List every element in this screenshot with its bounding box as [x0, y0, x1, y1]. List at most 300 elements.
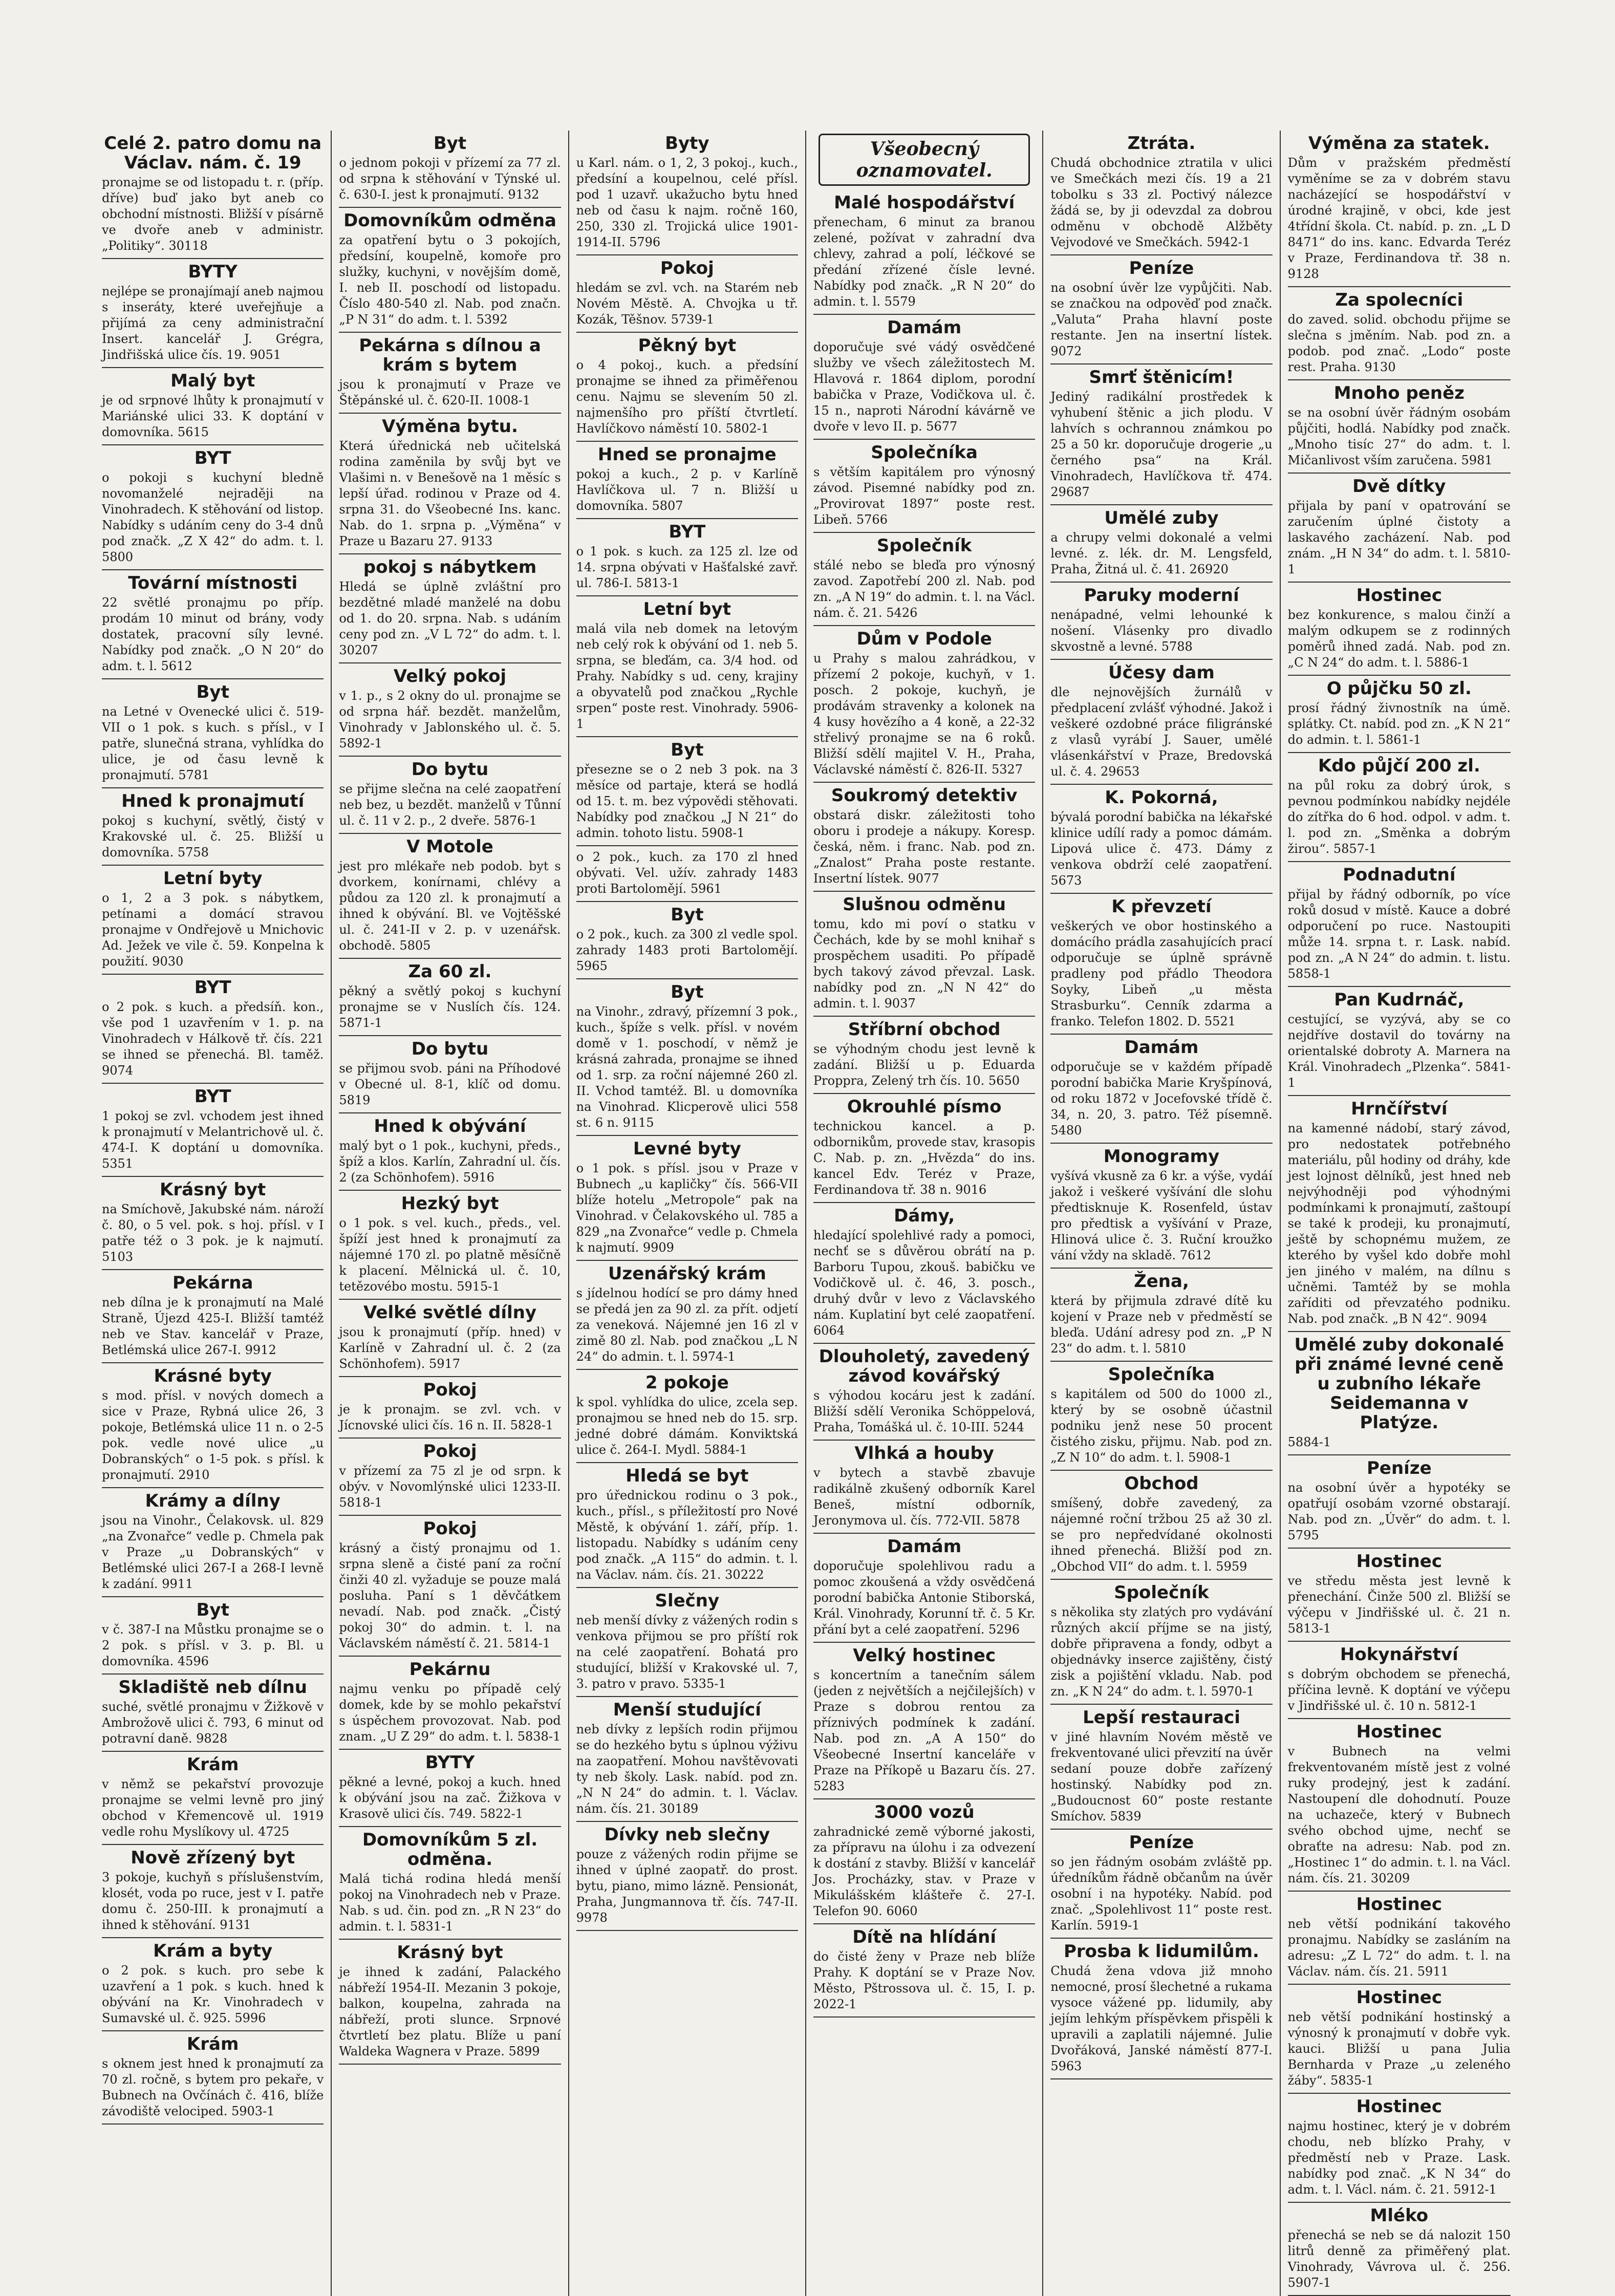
ad-heading: Byt	[671, 740, 704, 760]
ad-heading: Letní byt	[643, 599, 731, 619]
ad-heading: Dítě na hlídání	[852, 1927, 996, 1947]
ad-text: se přijmou svob. páni na Příhodové v Obecné ul. 8-1, klíč od domu. 5819	[339, 1061, 561, 1107]
ad-heading: Krám	[186, 2034, 239, 2054]
ad-text: doporučuje spolehlivou radu a pomoc zkoušená a vždy osvědčená porodní babička Antonie Stiborská, Král. Vinohrady, Korunní tř. č. 5 Kr. přání byt a celé zaopatření. 5296	[813, 1559, 1036, 1637]
column-5	[1043, 131, 1280, 2296]
classified-ad	[813, 1534, 1035, 1643]
ad-text: o 1, 2 a 3 pok. s nábytkem, petínami a domácí stravou pronajme v Ondřejově u Mnichovic Ad. Ježek ve vile č. 59. Konpelna k použití. 9030	[102, 891, 324, 969]
ad-text: dle nejnovějších žurnálů v předplacení zvlášť výhodné. Jakož i veškeré ozdobné práce filigránské z vlasů vyrábí J. Sauer, umělé vlásenkářství v Praze, Bredovská ul. č. 4. 29653	[1050, 685, 1273, 779]
ad-text: ve středu města jest levně k přenechání. Činže 500 zl. Bližší se výčepu v Jindřišské ul. č. 21 n. 5813-1	[1287, 1574, 1511, 1636]
classified-ad	[1050, 255, 1272, 364]
ad-heading: Hostinec	[1356, 585, 1442, 606]
ad-text: bez konkurence, s malou činží a malým odkupem se z rodinných poměrů ihned zadá. Nab. pod zn. „C N 24“ do adm. t. l. 5886-1	[1287, 608, 1511, 670]
ad-text: která by přijmula zdravé dítě ku kojení v Praze neb v předměstí se bleďa. Udání adresy pod zn. „P N 23“ do adm. t. l. 5810	[1050, 1294, 1273, 1356]
classified-ad	[1050, 131, 1272, 255]
ad-heading: BYT	[669, 522, 706, 542]
classified-ad	[576, 333, 798, 442]
ad-heading: Hned k obývání	[374, 1116, 526, 1136]
classified-ad	[1050, 1939, 1272, 2079]
classified-ad	[102, 445, 324, 570]
ad-text: s výhodou kocáru jest k zadání. Bližší sdělí Veronika Schöppelová, Praha, Tomášká ul. č. 10-III. 5244	[813, 1388, 1036, 1434]
classified-ad	[1288, 380, 1511, 474]
classified-ad	[102, 570, 324, 679]
ad-heading: Prosba k lidumilům.	[1063, 1941, 1259, 1962]
ad-text: a chrupy velmi dokonalé a velmi levné. z. lék. dr. M. Lengsfeld, Praha, Žitná ul. č. 41. 26920	[1050, 530, 1273, 576]
ad-text: suché, světlé pronajmu v Žižkově v Ambrožově ulici č. 793, 6 minut od potravní daně. 9828	[102, 1700, 324, 1746]
ad-heading: Hledá se byt	[626, 1466, 749, 1486]
ad-text: Hledá se úplně zvláštní pro bezdětné mladé manželé na dobu od 1. do 20. srpna. Nab. s udáním ceny pod zn. „V L 72“ do adm. t. l. 30207	[339, 580, 561, 657]
classified-ad	[576, 1697, 798, 1822]
ad-heading: Pekárnu	[409, 1659, 491, 1680]
ad-text: o 1 pok. s vel. kuch., předs., vel. špíží jest hned k pronajmutí za nájemné 170 zl. po platně měsíčně k placení. Mělnická ul. č. 10, tetězovébo mostu. 5915-1	[339, 1216, 561, 1294]
ad-text: o 2 pok. s kuch. a předsíň. kon., vše pod 1 uzavřením v 1. p. na Vinohradech v Hálkově tř. čís. 221 se ihned se přenechá. Bl. taměž. 9074	[102, 1000, 324, 1078]
classified-ad	[576, 255, 798, 333]
classified-ad	[102, 1597, 324, 1675]
ad-heading: Hrnčířství	[1351, 1099, 1448, 1119]
classified-ad	[1050, 1705, 1272, 1830]
ad-heading: Velký hostinec	[853, 1645, 996, 1666]
ad-heading: Pokoj	[423, 1441, 477, 1462]
classified-ad	[1050, 1035, 1272, 1144]
ad-text: Chudá obchodnice ztratila v ulici ve Smečkách mezi čís. 19 a 21 tobolku s 33 zl. Poctivý nálezce žádá se, by ji odevzdal za dobrou odměnu v obchodě Alžběty Vejvodové ve Smečkách. 5942-1	[1050, 156, 1273, 249]
ad-text: so jen řádným osobám zvláště pp. úředníkům řádně občanům na úvěr osobní i na hypotéky. Nabíd. pod znač. „Spolehlivost 11“ poste rest. Karlín. 5919-1	[1050, 1855, 1273, 1933]
column-3	[569, 131, 806, 2296]
classified-ad	[1050, 1362, 1272, 1471]
classified-ad	[813, 1799, 1035, 1924]
classified-ad	[102, 1488, 324, 1597]
ad-text: prosí řádný živnostník na úmě. splátky. Ct. nabíd. pod zn. „K N 21“ do admin. t. l. 5861-1	[1287, 701, 1511, 747]
ad-text: přenecham, 6 minut za branou zelené, požívat v zahradní dva chlevy, zahrad a polí, léčkové se předání zřízené čísle levné. Nabídky pod značk. „R N 20“ do admin. t. l. 5579	[813, 215, 1036, 309]
classified-ad	[1288, 987, 1511, 1096]
classified-ad	[102, 1675, 324, 1752]
ad-text: neb dílna je k pronajmutí na Malé Straně, Újezd 425-I. Bližší tamtéž neb ve Stav. kancelář v Praze, Betlémská ulice 267-I. 9912	[102, 1295, 324, 1357]
ad-heading: BYT	[194, 448, 231, 468]
classified-ad	[1050, 660, 1272, 785]
ad-text: najmu hostinec, který je v dobrém chodu, neb blízko Prahy, v předměstí neb v Praze. Lask. nabídky pod znač. „K N 34“ do adm. t. l. Václ. nám. č. 21. 5912-1	[1287, 2119, 1511, 2197]
ad-heading: Mnoho peněz	[1333, 383, 1465, 403]
ad-heading: Pekárna s dílnou a krám s bytem	[359, 335, 541, 375]
ad-text: přijala by paní v opatrování se zaručením úplné čistoty a laskavého zacházení. Nab. pod znám. „H N 34“ do adm. t. l. 5810-1	[1287, 499, 1511, 576]
section-title-line: oznamovatel.	[856, 160, 993, 181]
classified-ad	[339, 1113, 561, 1191]
ad-text: najmu venku po případě celý domek, kde by se mohlo pekařství s úspěchem provozovat. Nab. pod znam. „U Z 29“ do adm. t. l. 5838-1	[339, 1682, 561, 1744]
ad-heading: Byt	[196, 682, 229, 702]
ad-heading: Společník	[1114, 1582, 1209, 1603]
ad-text: nejlépe se pronajímají aneb najmou s inseráty, které uveřejňuje a přijímá za ceny administrační Insert. kancelář J. Grégra, Jindřišská ulice čís. 19. 9051	[102, 284, 324, 362]
ad-text: je ihned k zadání, Palackého nábřeží 1954-II. Mezanin 3 pokoje, balkon, koupelna, zahrada na nábřeží, proti slunce. Srpnové čtvrtletí bez platu. Blíže u paní Waldeka Wagnera v Praze. 5899	[339, 1965, 561, 2058]
classified-ad	[102, 259, 324, 368]
column-2	[332, 131, 569, 2296]
classified-ad	[339, 1191, 561, 1300]
classified-ad	[339, 834, 561, 959]
ad-text: nenápadné, velmi lehounké k nošení. Vlásenky pro divadlo skvostně a levné. 5788	[1050, 608, 1273, 654]
ad-text: o pokoji s kuchyní bledně novomanželé nejraději na Vinohradech. K stěhování od listop. Nabídky s udáním ceny do 3-4 dnů pod značk. „Z X 42“ do adm. t. l. 5800	[102, 470, 324, 564]
ad-heading: Stříbrní obchod	[848, 1019, 1001, 1040]
ad-text: hledající spolehlivé rady a pomoci, nechť se s důvěrou obrátí na p. Barboru Tupou, zkouš. babičku ve Vodičkově ul. č. 46, 3. posch., druhý dvůr v levo z Václavského nám. Kuplatiní byt celé zaopatření. 6064	[813, 1228, 1036, 1338]
classified-ad	[102, 1938, 324, 2031]
ad-text: doporučuje své vádý osvědčené služby ve všech záležitostech M. Hlavová r. 1864 diplom, porodní babička v Praze, Vodičkova ul. č. 15 n., naproti Národní kávárně ve dvoře v levo II. p. 5677	[813, 340, 1036, 434]
ad-text: v č. 387-I na Můstku pronajme se o 2 pok. s přísl. v 3. p. Bl. u domovníka. 4596	[102, 1622, 324, 1668]
classified-ad	[102, 975, 324, 1084]
classified-ad	[1050, 583, 1272, 660]
classified-ad	[339, 1940, 561, 2065]
classified-ad	[339, 131, 561, 208]
classified-ad	[576, 902, 798, 979]
ad-text: hledám se zvl. vch. na Starém neb Novém Městě. A. Chvojka u tř. Kozák, Těšnov. 5739-1	[576, 281, 798, 327]
classified-ad	[102, 1084, 324, 1177]
ad-text: jsou na Vinohr., Čelakovsk. ul. 829 „na Zvonařce“ vedle p. Chmela pak v Praze „u Dobranských“ v Betlémské ulici 267-I a 268-I levně k zadání. 9911	[102, 1513, 324, 1591]
classified-ad	[102, 679, 324, 788]
ad-heading: Krásné byty	[154, 1366, 272, 1386]
ad-heading: Do bytu	[411, 1039, 489, 1059]
ad-text: na půl roku za dobrý úrok, s pevnou podmínkou nabídky nejdéle do zítřka do 6 hod. odpol. v adm. t. l. pod zn. „Směnka a dobrým žirou“. 5857-1	[1287, 778, 1511, 856]
ad-text: neb větší podnikání hostinský a výnosný k pronajmutí v dobře vyk. kauci. Bližší u pana Julia Bernharda v Praze „u zeleného žáby“. 5835-1	[1287, 2010, 1511, 2088]
ad-heading: Velké světlé dílny	[363, 1302, 537, 1323]
ad-heading: Pokoj	[423, 1518, 477, 1539]
ad-heading: Peníze	[1366, 1458, 1432, 1478]
ad-text: pěkný a světlý pokoj s kuchyní pronajme se v Nuslích čís. 124. 5871-1	[339, 984, 561, 1030]
ad-heading: Hostinec	[1356, 1551, 1442, 1572]
classified-ad	[1288, 1719, 1511, 1892]
ad-heading: Mléko	[1370, 2205, 1429, 2226]
ad-text: pokoj a kuch., 2 p. v Karlíně Havlíčkova ul. 7 n. Bližší u domovníka. 5807	[576, 467, 798, 513]
ad-heading: Hostinec	[1356, 2096, 1442, 2117]
classified-ad	[339, 1439, 561, 1516]
ad-heading: Pokoj	[423, 1380, 477, 1400]
classified-ad	[102, 368, 324, 445]
ad-heading: Dvě dítky	[1352, 476, 1446, 497]
ad-heading: Peníze	[1129, 1832, 1194, 1853]
ad-heading: pokoj s nábytkem	[363, 557, 537, 577]
ad-heading: Hostinec	[1356, 1722, 1442, 1742]
ad-text: 1 pokoj se zvl. vchodem jest ihned k pronajmutí v Melantrichově ul. č. 474-I. K doptání u domovníka. 5351	[102, 1109, 324, 1171]
ad-text: pronajme se od listopadu t. r. (příp. dříve) buď jako byt aneb co obchodní místnosti. Bližší v písárně ve dvoře aneb v administr. „Politiky“. 30118	[102, 175, 324, 253]
ad-text: o 1 pok. s přísl. jsou v Praze v Bubnech „u kapličky“ čís. 566-VII blíže hotelu „Metropole“ pak na Vinohrad. v Čelakovského ul. 785 a 829 „na Zvonařce“ vedle p. Chmela k najmutí. 9909	[576, 1161, 798, 1255]
classified-ad	[339, 959, 561, 1036]
classified-ad	[576, 1136, 798, 1261]
classified-ad	[102, 1177, 324, 1270]
ad-text: na osobní úvěr lze vypůjčiti. Nab. se značkou na odpověď pod značk. „Valuta“ Praha hlavní poste restante. Jen na insertní lístek. 9072	[1050, 281, 1273, 358]
ad-text: s oknem jest hned k pronajmutí za 70 zl. ročně, s bytem pro pekaře, v Bubnech na Ovčínách č. 416, blíže závodiště velociped. 5903-1	[102, 2056, 324, 2118]
classified-ad	[1288, 131, 1511, 287]
ad-text: u Karl. nám. o 1, 2, 3 pokoj., kuch., předsíní a koupelnou, celé přísl. pod 1 uzavř. ukažucho bytu hned neb od času k najm. ročně 160, 250, 330 zl. Trojická ulice 1901-1914-II. 5796	[576, 156, 798, 249]
ad-heading: Krásný byt	[397, 1942, 503, 1963]
ad-heading: Malý byt	[170, 371, 255, 391]
classified-ad	[813, 1441, 1035, 1534]
ad-heading: Umělé zuby	[1104, 508, 1219, 528]
classified-ad	[1050, 1830, 1272, 1939]
ad-heading: Hned k pronajmutí	[121, 791, 305, 811]
ad-heading: Byt	[671, 905, 704, 925]
classified-ad	[1050, 1580, 1272, 1705]
ad-text: jest pro mlékaře neb podob. byt s dvorkem, konírnami, chlévy a půdou za 120 zl. k pronajmutí a ihned k obývání. Bl. ve Vojtěšské ul. č. 241-II v 2. p. v uzenářsk. obchodě. 5805	[339, 859, 561, 953]
ad-text: se na osobní úvěr řádným osobám půjčiti, hodlá. Nabídky pod značk. „Mnoho tisíc 27“ do adm. t. l. Mičanlivost vším zaručena. 5981	[1287, 405, 1511, 467]
classified-ad	[1050, 1471, 1272, 1580]
ad-heading: Nově zřízený byt	[131, 1848, 295, 1868]
ad-text: pěkné a levné, pokoj a kuch. hned k obývání jsou na zač. Žižkova v Krasově ulici čís. 749. 5822-1	[339, 1775, 561, 1821]
classified-ad	[576, 519, 798, 596]
classified-ad	[576, 1370, 798, 1463]
ad-text: neb menší dívky z vážených rodin s venkova přijmou se pro příští rok na celé zaopatření. Bohatá pro studující, bližší v Krakovské ul. 7, 3. patro v pravo. 5335-1	[576, 1613, 798, 1691]
ad-heading: Společníka	[1108, 1364, 1215, 1385]
ad-heading: Společníka	[871, 442, 978, 463]
ad-text: vyšívá vkusně za 6 kr. a výše, vydáí jakož i veškeré vyšívání dle slohu předtisknuje K. Rosenfeld, ústav pro předtisk a vyšívání v Praze, Hlinová ulice č. 3. Ruční kroužko vání vždy na skladě. 7612	[1050, 1169, 1273, 1262]
classified-ad	[813, 783, 1035, 892]
ad-heading: Byt	[433, 133, 467, 154]
classified-ad	[339, 208, 561, 333]
classified-ad	[1288, 676, 1511, 753]
ad-heading: Za 60 zl.	[408, 961, 492, 982]
ad-text: 3 pokoje, kuchyň s příslušenstvím, klosét, voda po ruce, jest v I. patře domu č. 250-III. k pronajmutí a ihned k stěhování. 9131	[102, 1870, 324, 1932]
ad-heading: BYT	[194, 1086, 231, 1107]
ad-heading: Hned se pronajme	[597, 444, 777, 465]
ad-heading: Dům v Podole	[856, 629, 992, 649]
ad-text: o 1 pok. s kuch. za 125 zl. lze od 14. srpna obývati v Hašťalské zavř. ul. 786-I. 5813-1	[576, 544, 798, 590]
ad-text: se výhodným chodu jest levně k zadání. Bližší u p. Eduarda Proppra, Zelený trh čís. 10. 5650	[813, 1042, 1036, 1088]
classified-ad	[1288, 1549, 1511, 1642]
ad-heading: Dívky neb slečny	[604, 1825, 770, 1845]
ad-text: o 2 pok., kuch. za 300 zl vedle spol. zahrady 1483 proti Bartolomějí. 5965	[576, 927, 798, 973]
ad-text: o 2 pok., kuch. za 170 zl hned obývati. Vel. užív. zahrady 1483 proti Bartolomějí. 5961	[576, 850, 798, 896]
classified-ad	[1050, 785, 1272, 894]
ad-heading: Pekárna	[172, 1273, 253, 1293]
ad-heading: Damám	[887, 317, 962, 338]
ad-heading: Malé hospodářství	[834, 192, 1015, 213]
classified-ad	[1288, 1985, 1511, 2094]
ad-heading: Krám a byty	[153, 1941, 273, 1961]
ad-heading: Účesy dam	[1108, 662, 1215, 683]
ad-heading: Letní byty	[163, 868, 263, 889]
classified-ad	[102, 1270, 324, 1363]
ad-text: obstará diskr. záležitosti toho oboru i prodeje a nákupy. Koresp. česká, něm. i franc. Nab. pod zn. „Znalost“ Praha poste restante. Insertní lístek. 9077	[813, 808, 1036, 886]
ad-heading: Dlouholetý, zavedený závod kovářský	[819, 1346, 1030, 1386]
ad-heading: Ztráta.	[1127, 133, 1196, 154]
ad-text: v 1. p., s 2 okny do ul. pronajme se od srpna hář. bezdět. manželům, Vinohrady v Jablonského ul. č. 5. 5892-1	[339, 689, 561, 750]
classified-ad	[1288, 474, 1511, 583]
ad-text: stálé nebo se bleďa pro výnosný zavod. Zapotřebí 200 zl. Nab. pod zn. „A N 19“ do admin. t. l. na Václ. nám. č. 21. 5426	[813, 558, 1036, 620]
ad-text: do zaved. solid. obchodu přijme se slečna s jměním. Nab. pod zn. a podob. pod znač. „Lodo“ poste rest. Praha. 9130	[1287, 312, 1511, 374]
ad-text: cestující, se vyzývá, aby se co nejdříve dostavil do továrny na orientalské dobroty A. Marnera na Král. Vinohradech „Plzenka“. 5841-1	[1287, 1012, 1511, 1090]
classified-ad	[576, 737, 798, 846]
classified-ad	[1050, 1144, 1272, 1269]
classified-ad	[813, 315, 1035, 440]
ad-text: malý byt o 1 pok., kuchyni, předs., špíž a klos. Karlín, Zahradní ul. čís. 2 (za Schönhofem). 5916	[339, 1139, 561, 1185]
ad-heading: Slečny	[655, 1591, 720, 1611]
classified-ad	[576, 979, 798, 1136]
ad-heading: Velký pokoj	[393, 666, 507, 686]
classified-ad	[1288, 862, 1511, 987]
classified-ad	[576, 596, 798, 737]
ad-heading: Lepší restauraci	[1083, 1707, 1240, 1728]
ad-text: o jednom pokoji v přízemí za 77 zl. od srpna k stěhování v Týnské ul. č. 630-I. jest k pronajmutí. 9132	[339, 156, 561, 202]
classified-ad	[102, 1752, 324, 1845]
ad-heading: 2 pokoje	[645, 1372, 729, 1393]
ad-text: o 4 pokoj., kuch. a předsíní pronajme se ihned za přiměřenou cenu. Najmu se slevením 50 zl. najmenšího pro příští čtvrtletí. Havlíčkovo náměstí 10. 5802-1	[576, 358, 798, 436]
ad-heading: 3000 vozů	[874, 1802, 975, 1822]
classified-ad	[1288, 1892, 1511, 1985]
classified-ad	[813, 1203, 1035, 1344]
column-1	[95, 131, 332, 2296]
classified-ad	[102, 1363, 324, 1488]
ad-text: odporučuje se v každém případě porodní babička Marie Kryšpínová, od roku 1872 v Jocefovské třídě č. 34, n. 20, 3. patro. Též písemně. 5480	[1050, 1060, 1273, 1138]
ad-heading: Hostinec	[1356, 1987, 1442, 2008]
classified-ad	[813, 1017, 1035, 1094]
classified-ad	[339, 333, 561, 414]
ad-text: pouze z vážených rodin přijme se ihned v úplné zaopatř. do prost. bytu, piano, mimo lázně. Pensionát, Praha, Jungmannova tř. čís. 747-II. 9978	[576, 1847, 798, 1925]
ad-text: Jediný radikální prostředek k vyhubení štěnic a jich plodu. V lahvích s ochrannou známkou po 25 a 50 kr. doporučuje drogerie „u černého psa“ na Král. Vinohradech, Havlíčkova tř. 474. 29687	[1050, 390, 1273, 499]
ad-heading: Skladiště neb dílnu	[118, 1677, 307, 1698]
ad-text: v jiné hlavním Novém městě ve frekventované ulici převzití na úvěr sedaní pouze dobře zařízený hostinský. Nabídky pod zn. „Budoucnost 60“ poste restante Smíchov. 5839	[1050, 1730, 1273, 1823]
ad-heading: Krámy a dílny	[145, 1491, 281, 1511]
classified-ad	[1288, 583, 1511, 676]
ad-text: je od srpnové lhůty k pronajmutí v Mariánské ulici 33. K doptání v domovníka. 5615	[102, 393, 324, 439]
classified-ad	[339, 414, 561, 554]
newspaper-page	[95, 131, 1518, 2290]
ad-text: na osobní úvěr a hypotéky se opatřují osobám vzorné obstarají. Nab. pod zn. „Úvěr“ do adm. t. l. 5795	[1287, 1480, 1511, 1542]
classified-ad	[1050, 505, 1272, 583]
classified-ad	[1288, 1096, 1511, 1332]
ad-text: smíšený, dobře zavedený, za nájemné roční tržbou 25 až 30 zl. se pro nepředvídané okolnosti ihned přenechá. Bližší pod zn. „Obchod VII“ do adm. t. l. 5959	[1050, 1496, 1273, 1574]
classified-ad	[339, 1657, 561, 1750]
ad-heading: Monogramy	[1103, 1146, 1220, 1167]
ad-heading: Krám	[186, 1754, 239, 1775]
classified-ad	[813, 626, 1035, 783]
ad-heading: Žena,	[1134, 1271, 1189, 1292]
ad-heading: Okrouhlé písmo	[847, 1097, 1002, 1117]
ad-text: Dům v pražském předměstí vyměníme se za v dobrém stavu nacházející se hospodářství v úrodné krajině, v obci, kde jest 4třídní škola. Ct. nabíd. p. zn. „L D 8471“ do ins. kanc. Edvarda Teréz v Praze, Ferdinandova tř. 38 n. 9128	[1287, 156, 1511, 281]
ad-heading: Domovníkům odměna	[343, 210, 556, 231]
classified-ad	[339, 1300, 561, 1377]
ad-heading: Do bytu	[411, 759, 489, 780]
ad-heading: Paruky moderní	[1084, 585, 1239, 606]
classified-ad	[813, 1924, 1035, 2018]
ad-heading: Byty	[665, 133, 709, 154]
ad-text: je k pronajm. se zvl. vch. v Jícnovské ulici čís. 16 n. II. 5828-1	[339, 1402, 561, 1432]
ad-heading: Hostinec	[1356, 1894, 1442, 1915]
ad-text: na Vinohr., zdravý, přízemní 3 pok., kuch., špíže s velk. přísl. v novém domě v 1. poschodí, v němž je krásná zahrada, pronajme se ihned od 1. srp. za roční nájemné 260 zl. II. Vchod tamtéž. Bl. u domovníka na Vinohrad. Klicperově ulici 558 st. 6 n. 9115	[576, 1004, 798, 1130]
classified-ad	[102, 788, 324, 866]
ad-heading: Hokynářství	[1340, 1644, 1458, 1665]
ad-text: do čisté ženy v Praze neb blíže Prahy. K doptání se v Praze Nov. Město, Pštrossova ul. č. 15, I. p. 2022-1	[813, 1949, 1036, 2011]
ad-heading: Hezký byt	[401, 1193, 499, 1214]
ad-heading: V Motole	[406, 836, 493, 857]
ad-heading: Obchod	[1124, 1473, 1199, 1494]
ad-text: o 2 pok. s kuch. pro sebe k uzavření a 1 pok. s kuch. hned k obývání na Kr. Vinohradech v Sumavské ul. č. 925. 5996	[102, 1963, 324, 2025]
ad-heading: Umělé zuby dokonalé při známé levné ceně u zubního lékaře Seidemanna v Platýze.	[1294, 1335, 1504, 1433]
ad-heading: Pokoj	[660, 258, 714, 278]
ad-text: přijal by řádný odborník, po více roků dosud v místě. Kauce a dobré odporučení po ruce. Nastoupiti může 14. srpna t. r. Lask. nabíd. pod zn. „A N 24“ do admin. t. listu. 5858-1	[1287, 887, 1511, 981]
ad-text: s koncertním a tanečním sálem (jeden z největších a nejčilejších) v Praze s dobrou rentou za příznivých podmínek k zadání. Nab. pod zn. „A A 150“ do Všeobecné Insertní kanceláře v Praze na Příkopě u Bazaru čís. 27. 5283	[813, 1668, 1036, 1793]
column-6	[1281, 131, 1518, 2296]
ad-text: přenechá se neb se dá nalozit 150 litrů denně za přiměřený plat. Vinohrady, Vávrova ul. č. 256. 5907-1	[1287, 2228, 1511, 2290]
ad-heading: Tovární místnosti	[128, 573, 298, 593]
ad-heading: Za spolecníci	[1335, 290, 1463, 310]
ad-text: v přízemí za 75 zl je od srpn. k obýv. v Novomlýnské ulici 1233-II. 5818-1	[339, 1464, 561, 1510]
classified-ad	[813, 1344, 1035, 1441]
ad-text: neb větší podnikání takového pronajmu. Nabídky se zasláním na adresu: „Z L 72“ do adm. t. l. na Václav. nám. čís. 21. 5911	[1287, 1917, 1511, 1979]
classified-ad	[813, 1094, 1035, 1203]
ad-text: 22 světlé pronajmu po příp. prodám 10 minut od brány, vody dostatek, pracovní síly levné. Nabídky pod značk. „O N 20“ do adm. t. l. 5612	[102, 595, 324, 673]
classified-ad	[339, 1750, 561, 1827]
ad-text: v Bubnech na velmi frekventovaném místě jest z volné ruky prodejný, jest k zadání. Nastoupení dle dohodnutí. Pouze na uchazeče, který v Bubnech svého obchod ujme, nechť se obraťte na adresu: Nab. pod zn. „Hostinec 1“ do admin. t. l. na Václ. nám. čís. 21. 30209	[1287, 1744, 1511, 1885]
ad-heading: Výměna za statek.	[1308, 133, 1490, 154]
ad-heading: Domovníkům 5 zl. odměna.	[362, 1830, 538, 1870]
ad-text: Malá tichá rodina hledá menší pokoj na Vinohradech neb v Praze. Nab. s ud. čin. pod zn. „R N 23“ do admin. t. l. 5831-1	[339, 1872, 561, 1934]
classified-ad	[1288, 1455, 1511, 1549]
ad-heading: Výměna bytu.	[382, 416, 518, 437]
ad-heading: Pěkný byt	[638, 335, 737, 356]
ad-text: s větším kapitálem pro výnosný závod. Pisemné nabídky pod zn. „Provirovat 1897“ poste rest. Libeň. 5766	[813, 465, 1036, 527]
classified-ad	[813, 440, 1035, 533]
classified-ad	[576, 442, 798, 519]
classified-ad	[339, 663, 561, 757]
ad-heading: Pan Kudrnáč,	[1334, 990, 1465, 1010]
ad-heading: Peníze	[1129, 258, 1194, 278]
ad-text: v bytech a stavbě zbavuje radikálně zkušený odborník Karel Beneš, místní odborník, Jeronymova ul. čís. 772-VII. 5878	[813, 1466, 1036, 1528]
classified-ad	[339, 1036, 561, 1113]
ad-heading: Smrť štěnicím!	[1089, 367, 1234, 388]
ad-text: s jídelnou hodící se pro dámy hned se předá jen za 90 zl. za přít. odjetí za veneková. Nájemné jen 16 zl v zimě 80 zl. Nab. pod značkou „L N 24“ do admin. t. l. 5974-1	[576, 1286, 798, 1364]
classified-ad	[1288, 1332, 1511, 1455]
classified-ad	[576, 1261, 798, 1370]
ad-text: s dobrým obchodem se přenechá, příčina levně. K doptání ve výčepu v Jindřišské ul. č. 10 n. 5812-1	[1287, 1667, 1511, 1713]
classified-ad	[813, 892, 1035, 1017]
classified-ad	[1288, 1642, 1511, 1719]
classified-ad	[813, 190, 1035, 315]
ad-text: 5884-1	[1287, 1435, 1331, 1449]
classified-ad	[102, 1845, 324, 1938]
ad-heading: Podnadutní	[1343, 865, 1456, 885]
classified-ad	[1050, 1269, 1272, 1362]
classified-ad	[576, 1463, 798, 1588]
ad-text: malá vila neb domek na letovým neb celý rok k obývání od 1. neb 5. srpna, se bleďám, ca. 3/4 hod. od Prahy. Nabídky s ud. ceny, krajiny a obyvatelů pod značkou „Rychle srpen“ poste rest. Vinohrady. 5906-1	[576, 621, 798, 731]
ad-text: bývalá porodní babička na lékařské klinice udílí rady a pomoc dámám. Lipová ulice č. 473. Dámy z venkova obdrží celé zaopatření. 5673	[1050, 810, 1273, 888]
ad-text: krásný a čistý pronajmu od 1. srpna sleně a čisté paní za roční činži 40 zl. vyžaduje se pouze malá posluha. Paní s 1 děvčátkem nevadí. Nab. pod značk. „Čistý pokoj 30“ do admin. t. l. na Václavském náměstí č. 21. 5814-1	[339, 1541, 561, 1650]
ad-heading: Dámy,	[894, 1206, 955, 1226]
ad-text: jsou k pronajmutí (příp. hned) v Karlíně v Zahradní ul. č. 2 (za Schönhofem). 5917	[339, 1325, 561, 1371]
classified-ad	[339, 757, 561, 834]
ad-text: technickou kancel. a p. odbornikům, provede stav, krasopis C. Nab. p. zn. „Hvězda“ do ins. kancel Edv. Teréz v Praze, Ferdinandova tř. 38 n. 9016	[813, 1119, 1036, 1197]
ad-heading: BYTY	[425, 1752, 475, 1773]
classified-ad	[339, 1827, 561, 1940]
ad-heading: O půjčku 50 zl.	[1326, 678, 1472, 699]
classified-ad	[576, 1822, 798, 1931]
ad-text: Která úřednická neb učitelská rodina zaměnila by svůj byt ve Vlašimi n. v Benešově na 1 měsíc s lepší úřad. rodinou v Praze od 4. srpna 31. do Všeobecné Ins. kanc. Nab. do 1. srpna p. „Výměna“ v Praze u Bazaru 27. 9133	[339, 439, 561, 548]
classified-ad	[339, 1516, 561, 1657]
classified-ad	[813, 1643, 1035, 1799]
ad-heading: BYT	[194, 977, 231, 998]
classified-ad	[1050, 364, 1272, 505]
classified-ad	[102, 2031, 324, 2125]
classified-ad	[102, 131, 324, 259]
ad-text: Chudá žena vdova již mnoho nemocné, prosí šlechetné a rukama vysoce vážené pp. lidumily, aby jejím lehkým příspěvkem přispěli k upravili a zaplatili nájemné. Julie Dvořáková, Janské náměstí 877-I. 5963	[1050, 1964, 1273, 2073]
ad-text: zahradnické země výborné jakosti, za přípravu na úlohu i za odvezení k dostání z stavby. Bližší v kancelář Jos. Procházky, stav. v Praze v Mikulášském klášteře č. 27-I. Telefon 90. 6060	[813, 1825, 1036, 1918]
classified-ad	[102, 866, 324, 975]
ad-text: tomu, kdo mi poví o statku v Čechách, kde by se mohl knihař s prospěchem usaditi. Po případě bych takový závod převzal. Lask. nabídky pod zn. „N N 42“ do admin. t. l. 9037	[813, 917, 1036, 1011]
ad-text: na kamenné nádobí, starý závod, pro nedostatek potřebného materiálu, půl hodiny od dráhy, kde jest lojnost dělníků, jest hned neb nejvýhodněji pod výhodnými podmínkami k pronajmutí, zaštoupí se také k prodeji, ku pronajmutí, ještě by schopnému mužem, ze kterého by vyšel kdo dobře mohl jen jiného v malém, na dílnu s učněmi. Tamtéž by se mohla zaříditi od převzatého podniku. Nab. pod značk. „B N 42“. 9094	[1287, 1121, 1511, 1326]
ad-text: s kapitálem od 500 do 1000 zl., který by se osobně účastnil podniku jenž nese 50 procent čistého zisku, přijmu. Nab. pod zn. „Z N 10“ do adm. t. l. 5908-1	[1050, 1387, 1273, 1465]
ad-heading: Vlhká a houby	[854, 1443, 994, 1464]
ad-heading: Celé 2. patro domu na Václav. nám. č. 19	[104, 133, 322, 173]
ad-text: pro úřednickou rodinu o 3 pok., kuch., přísl., s příležitostí pro Nové Městě, k obývání 1. září, příp. 1. listopadu. Nabídky s udáním ceny pod značk. „A 115“ do admin. t. l. na Václav. nám. čís. 21. 30222	[576, 1488, 798, 1582]
ad-heading: Uzenářský krám	[608, 1263, 766, 1284]
ad-text: na Letné v Ovenecké ulici č. 519-VII o 1 pok. s kuch. s přísl., v I patře, slunečná strana, vyhlídka do ulice, je od času levně k pronajmutí. 5781	[102, 704, 324, 782]
classified-ad	[1288, 2094, 1511, 2203]
ad-heading: BYTY	[188, 262, 238, 282]
classified-ad	[1288, 2203, 1511, 2296]
ad-heading: Menší studující	[613, 1700, 761, 1720]
ad-text: v němž se pekařství provozuje pronajme se velmi levně pro jiný obchod v Křemencově ul. 1919 vedle rohu Myslíkovy ul. 4725	[102, 1777, 324, 1839]
